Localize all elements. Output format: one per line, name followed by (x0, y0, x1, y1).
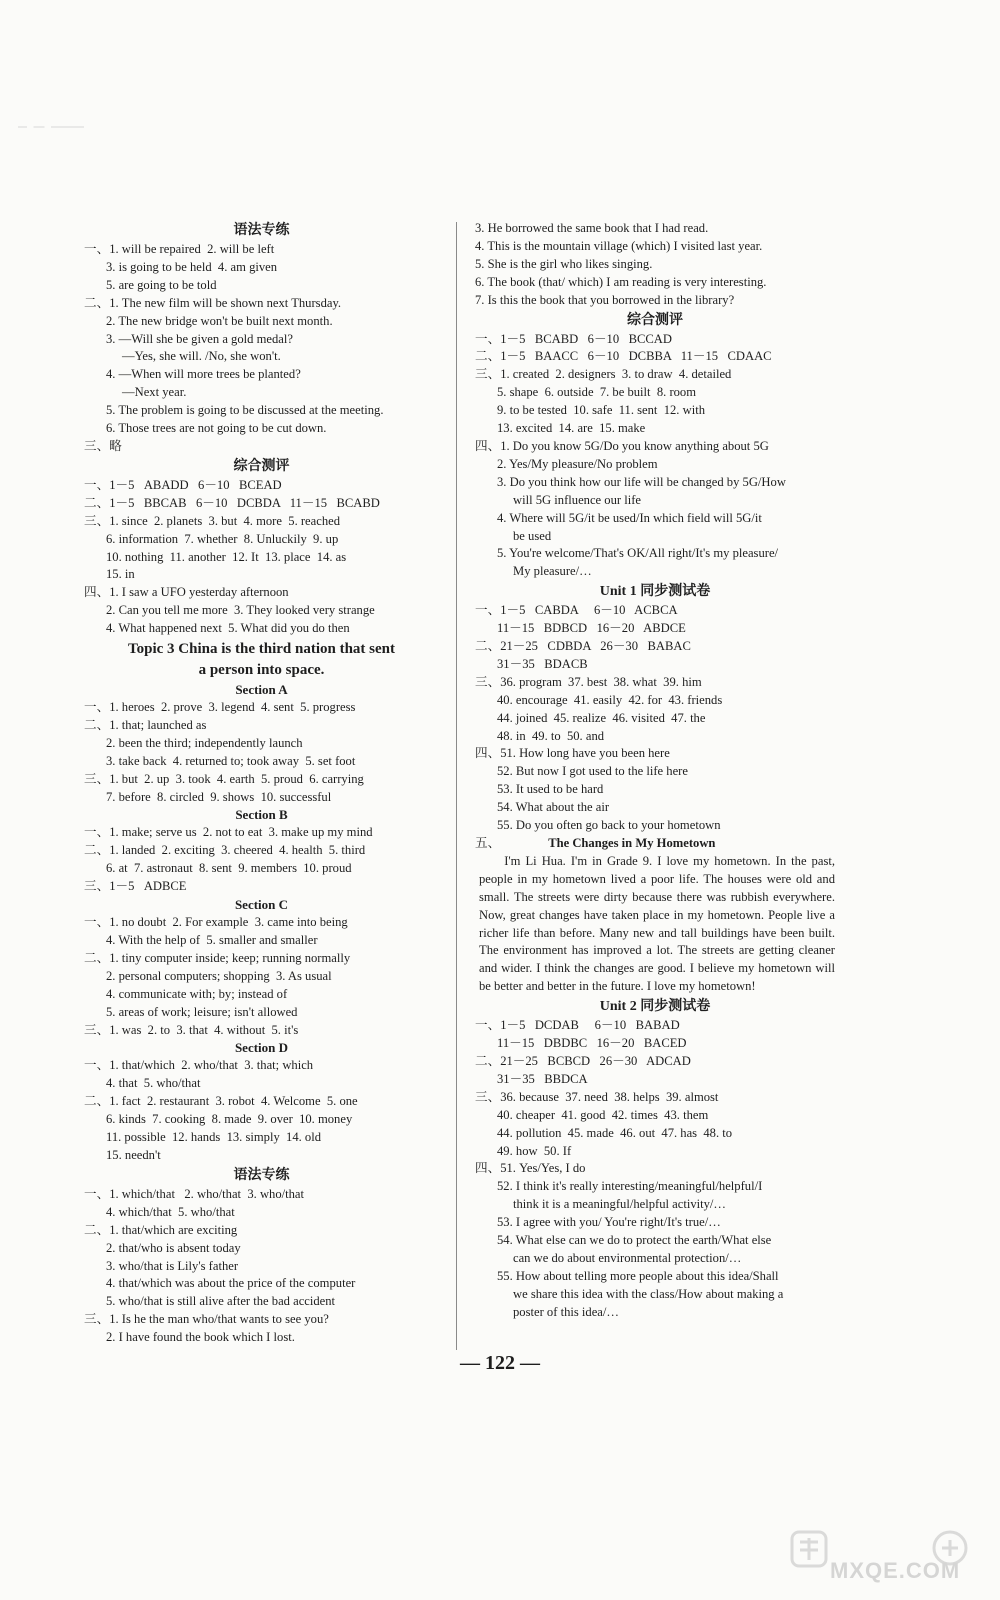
answer-line: 3. who/that is Lily's father (106, 1258, 239, 1273)
answer-line: 2. I have found the book which I lost. (106, 1330, 295, 1345)
answer-line: 一、1. which/that 2. who/that 3. who/that (84, 1186, 305, 1201)
essay-heading (475, 835, 835, 853)
answer-line: 5. areas of work; leisure; isn't allowed (106, 1004, 298, 1019)
section-heading: 综合测评 (627, 312, 683, 328)
section-heading: Unit 2 同步测试卷 (599, 999, 711, 1015)
topic-heading: Topic 3 China is the third nation that sent (128, 641, 395, 658)
answer-line: 4. With the help of 5. smaller and smaller (106, 933, 318, 947)
answer-line: 4. What happened next 5. What did you do then (106, 621, 350, 636)
answer-line: 5. You're welcome/That's OK/All right/It's my pleasure/ (497, 546, 779, 561)
answer-line: 3. —Will she be given a gold medal? (106, 331, 293, 346)
right-answer-column (475, 220, 835, 1322)
answer-line: 三、36. program 37. best 38. what 39. him (475, 674, 702, 689)
answer-line: 二、1. landed 2. exciting 3. cheered 4. health 5. third (84, 843, 366, 858)
answer-line: 三、略 (84, 438, 122, 453)
answer-line: 7. Is this the book that you borrowed in the library? (475, 292, 735, 307)
answer-line: 四、1. I saw a UFO yesterday afternoon (84, 585, 289, 600)
page-number-value: 122 (485, 1352, 515, 1374)
answer-line: think it is a meaningful/helpful activity/… (513, 1197, 727, 1212)
section-heading: Unit 1 同步测试卷 (599, 584, 711, 600)
answer-line: 52. But now I got used to the life here (497, 764, 688, 779)
answer-line: 三、36. because 37. need 38. helps 39. almost (475, 1089, 719, 1104)
answer-line: 6. information 7. whether 8. Unluckily 9. up (106, 531, 339, 546)
answer-line: 31－35 BBDCA (497, 1071, 588, 1086)
answer-line: 4. that 5. who/that (106, 1076, 201, 1091)
answer-line: 3. is going to be held 4. am given (106, 259, 278, 274)
answer-line: 55. How about telling more people about this idea/Shall (497, 1268, 779, 1283)
answer-line: 四、51. How long have you been here (475, 746, 670, 761)
answer-line: we share this idea with the class/How about making a (513, 1286, 784, 1301)
answer-line: 二、1. that/which are exciting (84, 1222, 238, 1237)
subsection-heading: Section C (234, 897, 289, 913)
column-divider (456, 222, 457, 1350)
answer-line: 5. She is the girl who likes singing. (475, 256, 653, 271)
answer-line: 5. who/that is still alive after the bad accident (106, 1294, 336, 1309)
answer-line: 2. that/who is absent today (106, 1240, 241, 1255)
answer-line: 二、1－5 BBCAB 6－10 DCBDA 11－15 BCABD (84, 495, 380, 510)
answer-line: 二、1－5 BAACC 6－10 DCBBA 11－15 CDAAC (475, 349, 772, 364)
answer-line: My pleasure/… (513, 564, 592, 579)
topic-heading: a person into space. (198, 662, 325, 679)
subsection-heading: Section B (235, 807, 288, 823)
answer-line: poster of this idea/… (513, 1304, 619, 1319)
answer-line: 40. cheaper 41. good 42. times 43. them (497, 1107, 709, 1122)
answer-line: 9. to be tested 10. safe 11. sent 12. with (497, 403, 705, 418)
answer-line: 15. in (106, 567, 135, 582)
answer-line: 4. which/that 5. who/that (106, 1204, 235, 1219)
answer-line: 6. at 7. astronaut 8. sent 9. members 10. proud (106, 861, 352, 876)
answer-line: 49. how 50. If (497, 1143, 572, 1158)
answer-line: 31－35 BDACB (497, 656, 588, 671)
answer-line: 4. communicate with; by; instead of (106, 986, 288, 1001)
answer-line: 2. personal computers; shopping 3. As usual (106, 968, 332, 983)
answer-line: 一、1－5 CABDA 6－10 ACBCA (475, 603, 678, 618)
answer-line: 6. kinds 7. cooking 8. made 9. over 10. money (106, 1112, 353, 1127)
answer-line: 一、1. that/which 2. who/that 3. that; which (84, 1058, 314, 1073)
answer-line: —Next year. (122, 385, 187, 400)
subsection-heading: Section D (234, 1040, 289, 1056)
answer-line: 一、1－5 ABADD 6－10 BCEAD (84, 477, 282, 492)
site-watermark (790, 1528, 980, 1586)
answer-line: 一、1－5 BCABD 6－10 BCCAD (475, 331, 672, 346)
answer-line: —Yes, she will. /No, she won't. (122, 349, 281, 364)
answer-line: 一、1. will be repaired 2. will be left (84, 242, 275, 256)
answer-line: 5. shape 6. outside 7. be built 8. room (497, 385, 697, 400)
answer-line: 3. Do you think how our life will be changed by 5G/How (497, 474, 786, 489)
answer-line: 2. Yes/My pleasure/No problem (497, 456, 658, 471)
answer-line: 54. What about the air (497, 800, 610, 815)
page-number: — 122 — (460, 1352, 540, 1374)
section-heading: 语法专练 (233, 1167, 290, 1183)
answer-line: 一、1. no doubt 2. For example 3. came into being (84, 915, 348, 930)
answer-line: 4. —When will more trees be planted? (106, 367, 301, 382)
answer-line: 6. Those trees are not going to be cut down. (106, 421, 327, 436)
answer-line: 三、1. created 2. designers 3. to draw 4. detailed (475, 367, 732, 382)
section-heading: 综合测评 (233, 458, 290, 474)
answer-line: 44. pollution 45. made 46. out 47. has 48. to (497, 1125, 733, 1140)
answer-line: can we do about environmental protection/… (513, 1250, 742, 1265)
answer-line: 二、1. fact 2. restaurant 3. robot 4. Welcome 5. one (84, 1094, 358, 1109)
essay-heading-prefix: 五、 (475, 836, 501, 850)
answer-line: 53. I agree with you/ You're right/It's true/… (497, 1215, 721, 1230)
answer-line: 4. Where will 5G/it be used/In which field will 5G/it (497, 510, 762, 525)
watermark-text: MXQE.COM (830, 1558, 961, 1583)
answer-line: will 5G influence our life (513, 492, 641, 507)
answer-line: 三、1. was 2. to 3. that 4. without 5. it's (84, 1022, 299, 1037)
model-essay (475, 853, 835, 996)
answer-line: 13. excited 14. are 15. make (497, 421, 646, 436)
answer-line: 6. The book (that/ which) I am reading is very interesting. (475, 274, 767, 289)
answer-line: 三、1. since 2. planets 3. but 4. more 5. reached (84, 513, 341, 528)
answer-line: 4. that/which was about the price of the computer (106, 1276, 356, 1291)
answer-line: 3. take back 4. returned to; took away 5. set foot (106, 753, 356, 768)
essay-title: The Changes in My Hometown (548, 836, 716, 850)
answer-line: 40. encourage 41. easily 42. for 43. friends (497, 692, 723, 707)
answer-line: 2. been the third; independently launch (106, 735, 303, 750)
answer-line: 一、1. make; serve us 2. not to eat 3. make up my mind (84, 825, 373, 840)
answer-line: 一、1. heroes 2. prove 3. legend 4. sent 5. progress (84, 700, 356, 715)
answer-line: 二、21－25 BCBCD 26－30 ADCAD (475, 1053, 691, 1068)
answer-line: 10. nothing 11. another 12. It 13. place 14. as (106, 549, 347, 564)
subsection-heading: Section A (235, 682, 288, 698)
answer-line: 四、1. Do you know 5G/Do you know anything about 5G (475, 438, 769, 453)
answer-line: 三、1. Is he the man who/that wants to see you? (84, 1312, 329, 1327)
answer-line: 54. What else can we do to protect the earth/What else (497, 1233, 772, 1248)
answer-line: 53. It used to be hard (497, 782, 604, 797)
answer-line: 11－15 DBDBC 16－20 BACED (497, 1036, 687, 1051)
answer-line: 二、1. tiny computer inside; keep; running normally (84, 950, 351, 965)
answer-line: 48. in 49. to 50. and (497, 728, 605, 743)
answer-line: 二、1. that; launched as (84, 717, 207, 732)
answer-line: 二、1. The new film will be shown next Thursday. (84, 295, 342, 310)
answer-line: 7. before 8. circled 9. shows 10. successful (106, 789, 332, 804)
answer-line: 5. The problem is going to be discussed at the meeting. (106, 403, 384, 418)
answer-line: 一、1－5 DCDAB 6－10 BABAD (475, 1018, 680, 1033)
answer-line: 2. Can you tell me more 3. They looked very strange (106, 603, 375, 618)
answer-line: 11－15 BDBCD 16－20 ABDCE (497, 621, 686, 636)
answer-line: 11. possible 12. hands 13. simply 14. old (106, 1130, 322, 1145)
essay-paragraph: I'm Li Hua. I'm in Grade 9. I love my hometown. In the past, people in my hometown lived a poor life. The houses were old and small. The streets were dirty because there was rubbish everywhere. Now, great changes have taken place in my hometown. People live a richer life than before. Many new and tall buildings have been built. The environment has improved a lot. The streets are getting cleaner and wider. I think the changes are good. I believe my hometown will be better and better in the future. I love my hometown! (479, 853, 835, 994)
scan-mark (18, 126, 128, 128)
answer-line: 5. are going to be told (106, 277, 217, 292)
answer-line: 55. Do you often go back to your hometown (497, 818, 721, 833)
answer-line: 44. joined 45. realize 46. visited 47. the (497, 710, 706, 725)
answer-line: 2. The new bridge won't be built next month. (106, 313, 333, 328)
answer-line: 二、21－25 CDBDA 26－30 BABAC (475, 639, 691, 654)
answer-line: 4. This is the mountain village (which) I visited last year. (475, 238, 763, 253)
section-heading: 语法专练 (233, 223, 290, 238)
left-answer-column (84, 220, 439, 1347)
answer-line: 三、1－5 ADBCE (84, 879, 187, 894)
answer-line: be used (513, 528, 552, 543)
answer-line: 15. needn't (106, 1147, 161, 1162)
answer-line: 3. He borrowed the same book that I had read. (475, 221, 709, 235)
answer-line: 四、51. Yes/Yes, I do (475, 1161, 586, 1176)
answer-line: 52. I think it's really interesting/meaningful/helpful/I (497, 1179, 763, 1194)
answer-line: 三、1. but 2. up 3. took 4. earth 5. proud 6. carrying (84, 771, 364, 786)
